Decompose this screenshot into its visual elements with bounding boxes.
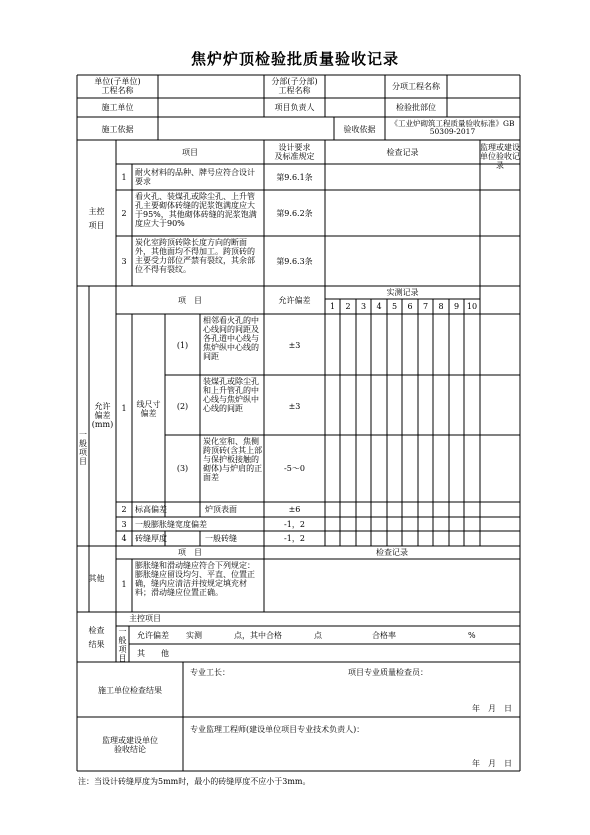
construction-check-label: 施工单位检查结果 [98,686,162,695]
main-row-3-ref: 第9.6.3条 [276,257,313,266]
main-row-1-ref: 第9.6.1条 [276,173,313,182]
main-col-design: 设计要求 及标准规定 [274,143,315,161]
general-row-3-allow: -1，2 [284,520,305,529]
main-row-2-no: 2 [121,209,127,218]
measure-col-8: 8 [438,302,444,311]
results-measured-text: 实测 点，其中合格 点 [186,631,322,640]
results-label: 检查 结果 [88,626,105,649]
general-row-2-allow: ±6 [288,505,301,514]
unit-label: 单位(子单位) 工程名称 [94,77,141,95]
sub-row-3-allow: -5～0 [284,464,305,473]
measure-col-2: 2 [345,302,351,311]
main-row-3-text: 炭化室跨顶砖除长度方向的断面外，其他面均不得加工。跨顶砖的主要受力部位严禁有裂纹，其余部位不得有裂纹。 [135,238,255,274]
main-row-2-ref: 第9.6.2条 [276,209,313,218]
sub-row-2-text: 装煤孔或除尘孔和上升管孔的中心线与焦炉纵中心线的间距 [203,377,259,413]
footnote: 注：当设计砖缝厚度为5mm时，最小的砖缝厚度不应小于3mm。 [78,777,311,786]
main-col-item: 项目 [182,148,198,157]
sub-row-1-text: 相邻看火孔的中心线间的间距及各孔道中心线与焦炉纵中心线的间距 [203,316,259,361]
main-control-group-label: 主控 项目 [88,207,105,230]
sub-row-3-no: (3) [176,464,189,473]
supervision-date: 年 月 日 [472,759,512,768]
main-row-1-text: 耐火材料的品种、牌号应符合设计要求 [135,168,255,186]
sub-row-2-no: (2) [176,402,189,411]
general-row-2-no: 2 [121,505,127,514]
results-general-label: 一 般 项 目 [118,627,127,663]
engineer-label: 专业监理工程师(建设单位项目专业技术负责人)： [190,725,365,734]
acceptance-basis-label: 验收依据 [343,125,376,134]
main-row-3-no: 3 [121,257,127,266]
measure-col-6: 6 [407,302,413,311]
inspector-label: 项目专业质量检查员： [348,668,428,677]
line-size-label: 线尺寸 偏差 [136,400,161,418]
main-row-1-no: 1 [121,173,127,182]
general-col-item: 项 目 [178,296,202,305]
project-manager-label: 项目负责人 [274,103,315,112]
measure-col-3: 3 [360,302,367,311]
construction-date: 年 月 日 [472,704,512,713]
main-col-supervision: 监理或建设 单位验收记录 [480,143,520,170]
measure-col-4: 4 [376,302,382,311]
construction-basis-label: 施工依据 [101,125,134,134]
batch-location-label: 检验批部位 [396,103,436,112]
results-main-label: 主控项目 [129,614,161,623]
general-row-4-allow: -1，2 [284,534,305,543]
acceptance-basis-value: 《工业炉砌筑工程质量验收标准》GB 50309-2017 [390,119,515,137]
subunit-label: 分部(子分部) 工程名称 [271,77,318,95]
general-row-1-no: 1 [121,404,127,413]
measure-col-1: 1 [329,302,336,311]
sub-row-1-allow: ±3 [288,341,301,350]
results-other-label: 其 他 [137,649,169,658]
sub-row-3-text: 炭化室和、焦侧跨顶砖(含其上部与保护板接触的砌体)与炉肩的正面差 [203,437,263,482]
main-col-record: 检查记录 [386,148,419,157]
general-row-4-name: 砖缝厚度 [135,534,167,543]
measure-col-7: 7 [422,302,429,311]
general-row-2-sub: 炉顶表面 [205,505,237,514]
sub-row-1-no: (1) [176,341,189,350]
general-row-3-name: 一般膨胀缝宽度偏差 [135,520,207,529]
other-row-no: 1 [121,580,127,589]
general-row-4-no: 4 [121,534,127,543]
supervision-check-label: 监理或建设单位 验收结论 [102,736,158,754]
measure-col-9: 9 [453,302,460,311]
measure-col-10: 10 [466,302,478,311]
general-row-2-name: 标高偏差 [135,505,167,514]
results-pass-rate-label: 合格率 [372,631,396,640]
deviation-label: 允许 偏差 (mm) [91,402,114,429]
other-row-text: 膨胀缝和滑动缝应符合下列规定：膨胀缝应留设均匀、平直、位置正确，缝内应清洁并按规定填充材料；滑动缝应位置正确。 [135,561,255,597]
measure-col-5: 5 [391,302,398,311]
construction-unit-label: 施工单位 [101,103,134,112]
general-row-4-sub: 一般砖缝 [205,534,237,543]
main-row-2-text: 看火孔、装煤孔或除尘孔、上升管孔主要砌体砖缝的泥浆饱满度应大于95%，其他砌体砖缝的泥浆饱满度应大于90% [135,192,257,228]
foreman-label: 专业工长： [190,668,230,677]
results-allow-label: 允许偏差 [137,631,169,640]
sub-row-2-allow: ±3 [288,402,301,411]
general-row-3-no: 3 [121,520,127,529]
page-title: 焦炉炉顶检验批质量验收记录 [190,50,399,68]
general-col-measured: 实测记录 [386,288,419,297]
other-label: 其他 [88,574,105,583]
general-group-label: 一 般 项 目 [79,430,87,466]
general-col-allow: 允许偏差 [278,296,311,305]
item-name-label: 分项工程名称 [392,82,440,91]
results-percent: % [468,631,476,640]
other-col-record: 检查记录 [376,548,408,557]
other-col-item: 项 目 [178,548,202,557]
